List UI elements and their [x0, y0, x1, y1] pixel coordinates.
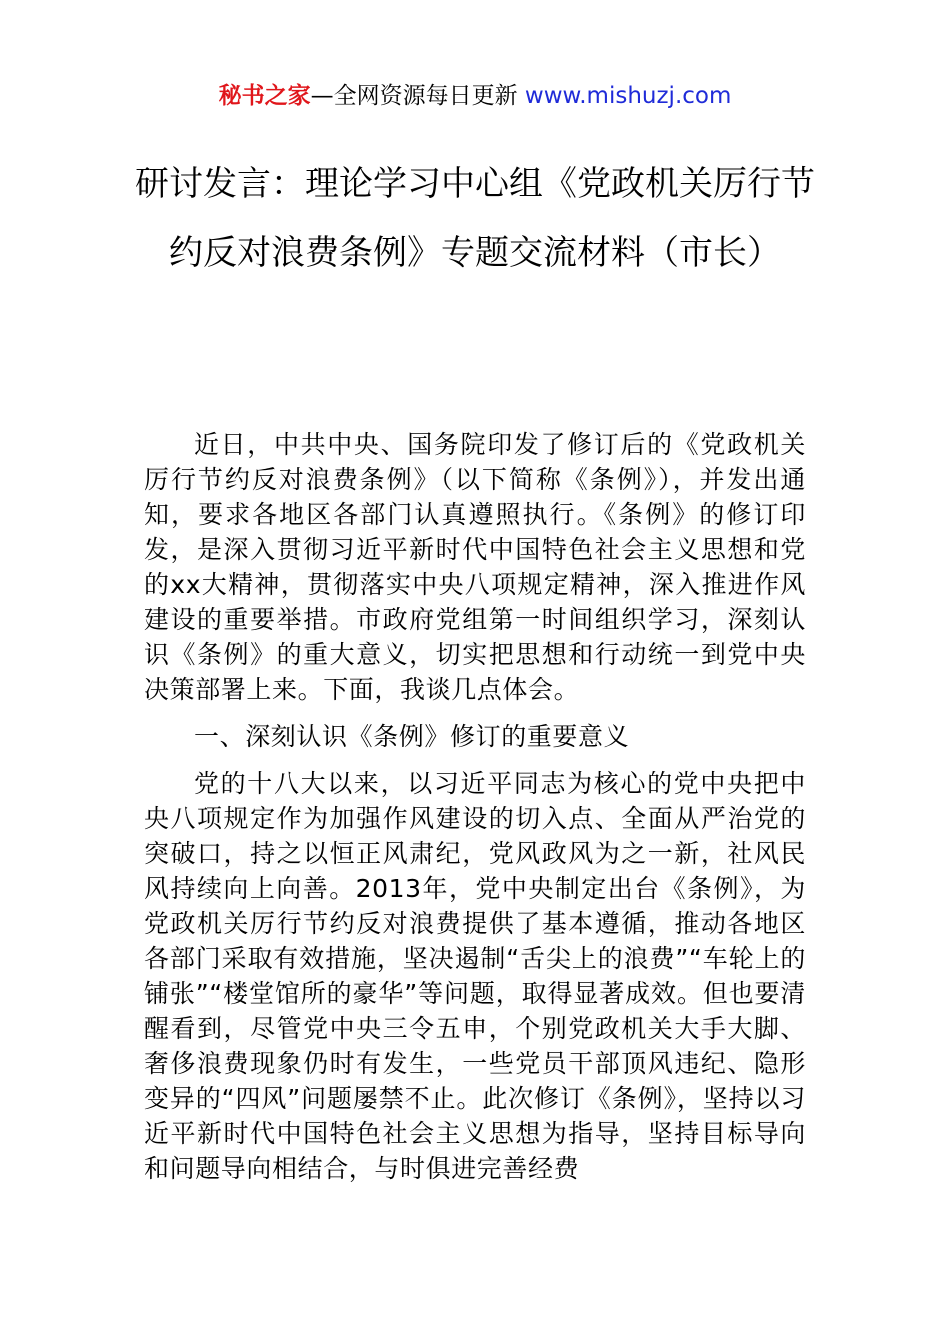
intro-paragraph: 近日，中共中央、国务院印发了修订后的《党政机关厉行节约反对浪费条例》（以下简称《条例》），并发出通知，要求各地区各部门认真遵照执行。《条例》的修订印发，是深入贯彻习近平新时代中国特色社会主义思想和党的xx大精神，贯彻落实中央八项规定精神，深入推进作风建设的重要举措。市政府党组第一时间组织学习，深刻认识《条例》的重大意义，切实把思想和行动统一到党中央决策部署上来。下面，我谈几点体会。	[144, 430, 806, 704]
body-paragraph: 党的十八大以来，以习近平同志为核心的党中央把中央八项规定作为加强作风建设的切入点、全面从严治党的突破口，持之以恒正风肃纪，党风政风为之一新，社风民风持续向上向善。2013年，党中央制定出台《条例》，为党政机关厉行节约反对浪费提供了基本遵循，推动各地区各部门采取有效措施，坚决遏制“舌尖上的浪费”“车轮上的铺张”“楼堂馆所的豪华”等问题，取得显著成效。但也要清醒看到，尽管党中央三令五申，个别党政机关大手大脚、奢侈浪费现象仍时有发生，一些党员干部顶风违纪、隐形变异的“四风”问题屡禁不止。此次修订《条例》，坚持以习近平新时代中国特色社会主义思想为指导，坚持目标导向和问题导向相结合，与时俱进完善经费	[144, 769, 806, 1183]
site-url-link[interactable]: www.mishuzj.com	[524, 83, 732, 109]
document-body	[144, 427, 806, 1186]
section-heading: 一、深刻认识《条例》修订的重要意义	[194, 722, 630, 751]
document-title: 研讨发言：理论学习中心组《党政机关厉行节约反对浪费条例》专题交流材料（市长）	[135, 164, 815, 273]
site-brand: 秘书之家	[218, 83, 311, 109]
site-header	[0, 80, 950, 112]
site-tagline: —全网资源每日更新	[310, 83, 525, 109]
